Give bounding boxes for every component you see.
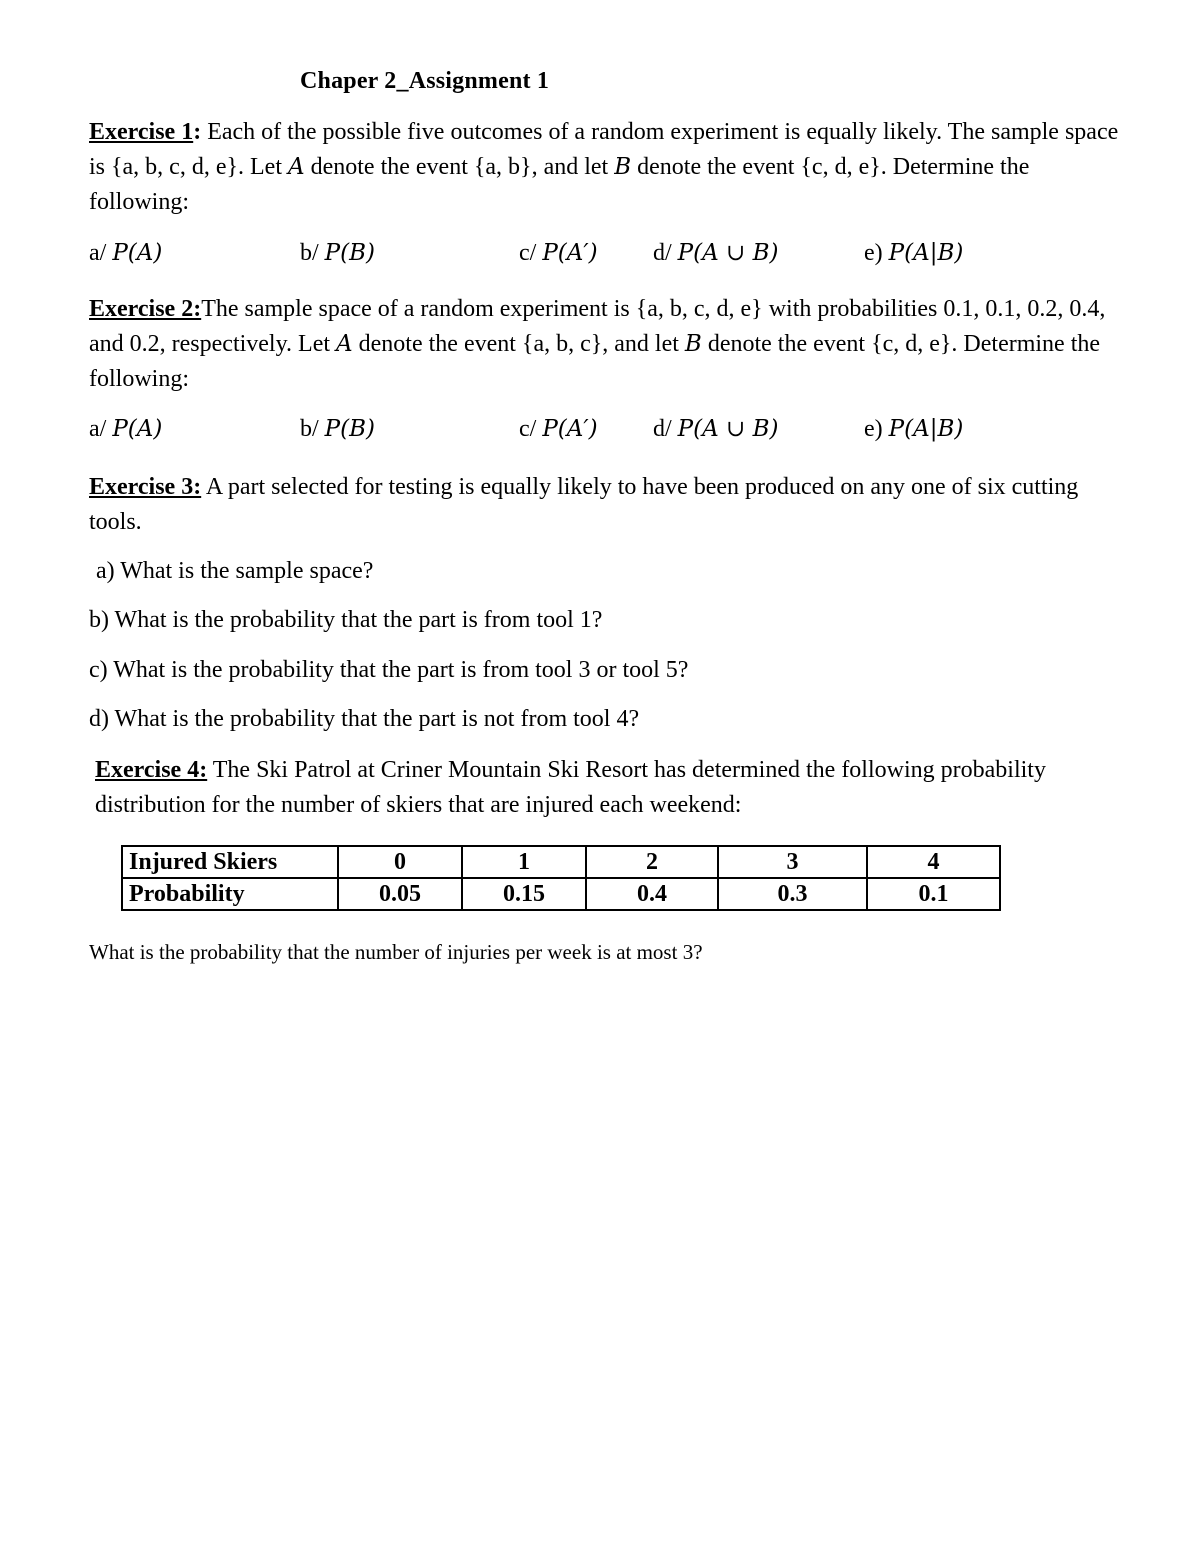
option-a: a/ P(A) xyxy=(89,240,163,266)
exercise-2-text: Exercise 2:The sample space of a random experiment is {a, b, c, d, e} with probabilities 0.1, 0.1, 0.2, 0.4, and 0.2, respectively. Let A denote the event {a, b, c}, and let B denote the event {c, d, e}. Determine the following: xyxy=(89,296,1106,392)
table-cell: 2 xyxy=(586,846,718,878)
option-b: b/ P(B) xyxy=(300,416,375,442)
exercise-3-label: Exercise 3: xyxy=(89,474,202,500)
exercise-1-options xyxy=(89,240,1119,276)
exercise-1-label: Exercise 1 xyxy=(89,119,194,145)
exercise-4-label: Exercise 4: xyxy=(95,757,208,783)
table-cell: 0.3 xyxy=(718,878,867,910)
exercise-2-options xyxy=(89,416,1119,452)
option-d: d/ P(A ∪ B) xyxy=(653,240,779,266)
option-e: e) P(A|B) xyxy=(864,416,964,442)
exercise-3-question-b: b) What is the probability that the part is from tool 1? xyxy=(89,607,603,633)
probability-distribution-table xyxy=(121,845,1001,911)
option-b: b/ P(B) xyxy=(300,240,375,266)
exercise-3-question-c: c) What is the probability that the part is from tool 3 or tool 5? xyxy=(89,657,689,683)
row-header-injured-skiers: Injured Skiers xyxy=(122,846,338,878)
exercise-4-question: What is the probability that the number of injuries per week is at most 3? xyxy=(89,940,703,964)
table-cell: 0.4 xyxy=(586,878,718,910)
exercise-3-question-d: d) What is the probability that the part is not from tool 4? xyxy=(89,706,640,732)
table-cell: 0.15 xyxy=(462,878,586,910)
exercise-3-text: Exercise 3: A part selected for testing is equally likely to have been produced on any one of six cutting tools. xyxy=(89,474,1079,535)
table-cell: 3 xyxy=(718,846,867,878)
option-e: e) P(A|B) xyxy=(864,240,964,266)
exercise-1-text: Exercise 1: Each of the possible five outcomes of a random experiment is equally likely. The sample space is {a, b, c, d, e}. Let A denote the event {a, b}, and let B denote the event {c, d, e}. Determine the following: xyxy=(89,119,1119,215)
option-c: c/ P(A′) xyxy=(519,240,598,266)
page-title: Chaper 2_Assignment 1 xyxy=(300,68,550,94)
table-cell: 0 xyxy=(338,846,462,878)
table-row-injured-skiers xyxy=(122,846,1000,878)
option-c: c/ P(A′) xyxy=(519,416,598,442)
table-cell: 0.05 xyxy=(338,878,462,910)
exercise-2-label: Exercise 2: xyxy=(89,296,202,322)
table-cell: 4 xyxy=(867,846,1000,878)
exercise-4-text: Exercise 4: The Ski Patrol at Criner Mountain Ski Resort has determined the following probability distribution for the number of skiers that are injured each weekend: xyxy=(95,757,1046,818)
option-a: a/ P(A) xyxy=(89,416,163,442)
row-header-probability: Probability xyxy=(122,878,338,910)
table-cell: 0.1 xyxy=(867,878,1000,910)
table-cell: 1 xyxy=(462,846,586,878)
option-d: d/ P(A ∪ B) xyxy=(653,416,779,442)
exercise-3-question-a: a) What is the sample space? xyxy=(96,558,374,584)
table-row-probability xyxy=(122,878,1000,910)
